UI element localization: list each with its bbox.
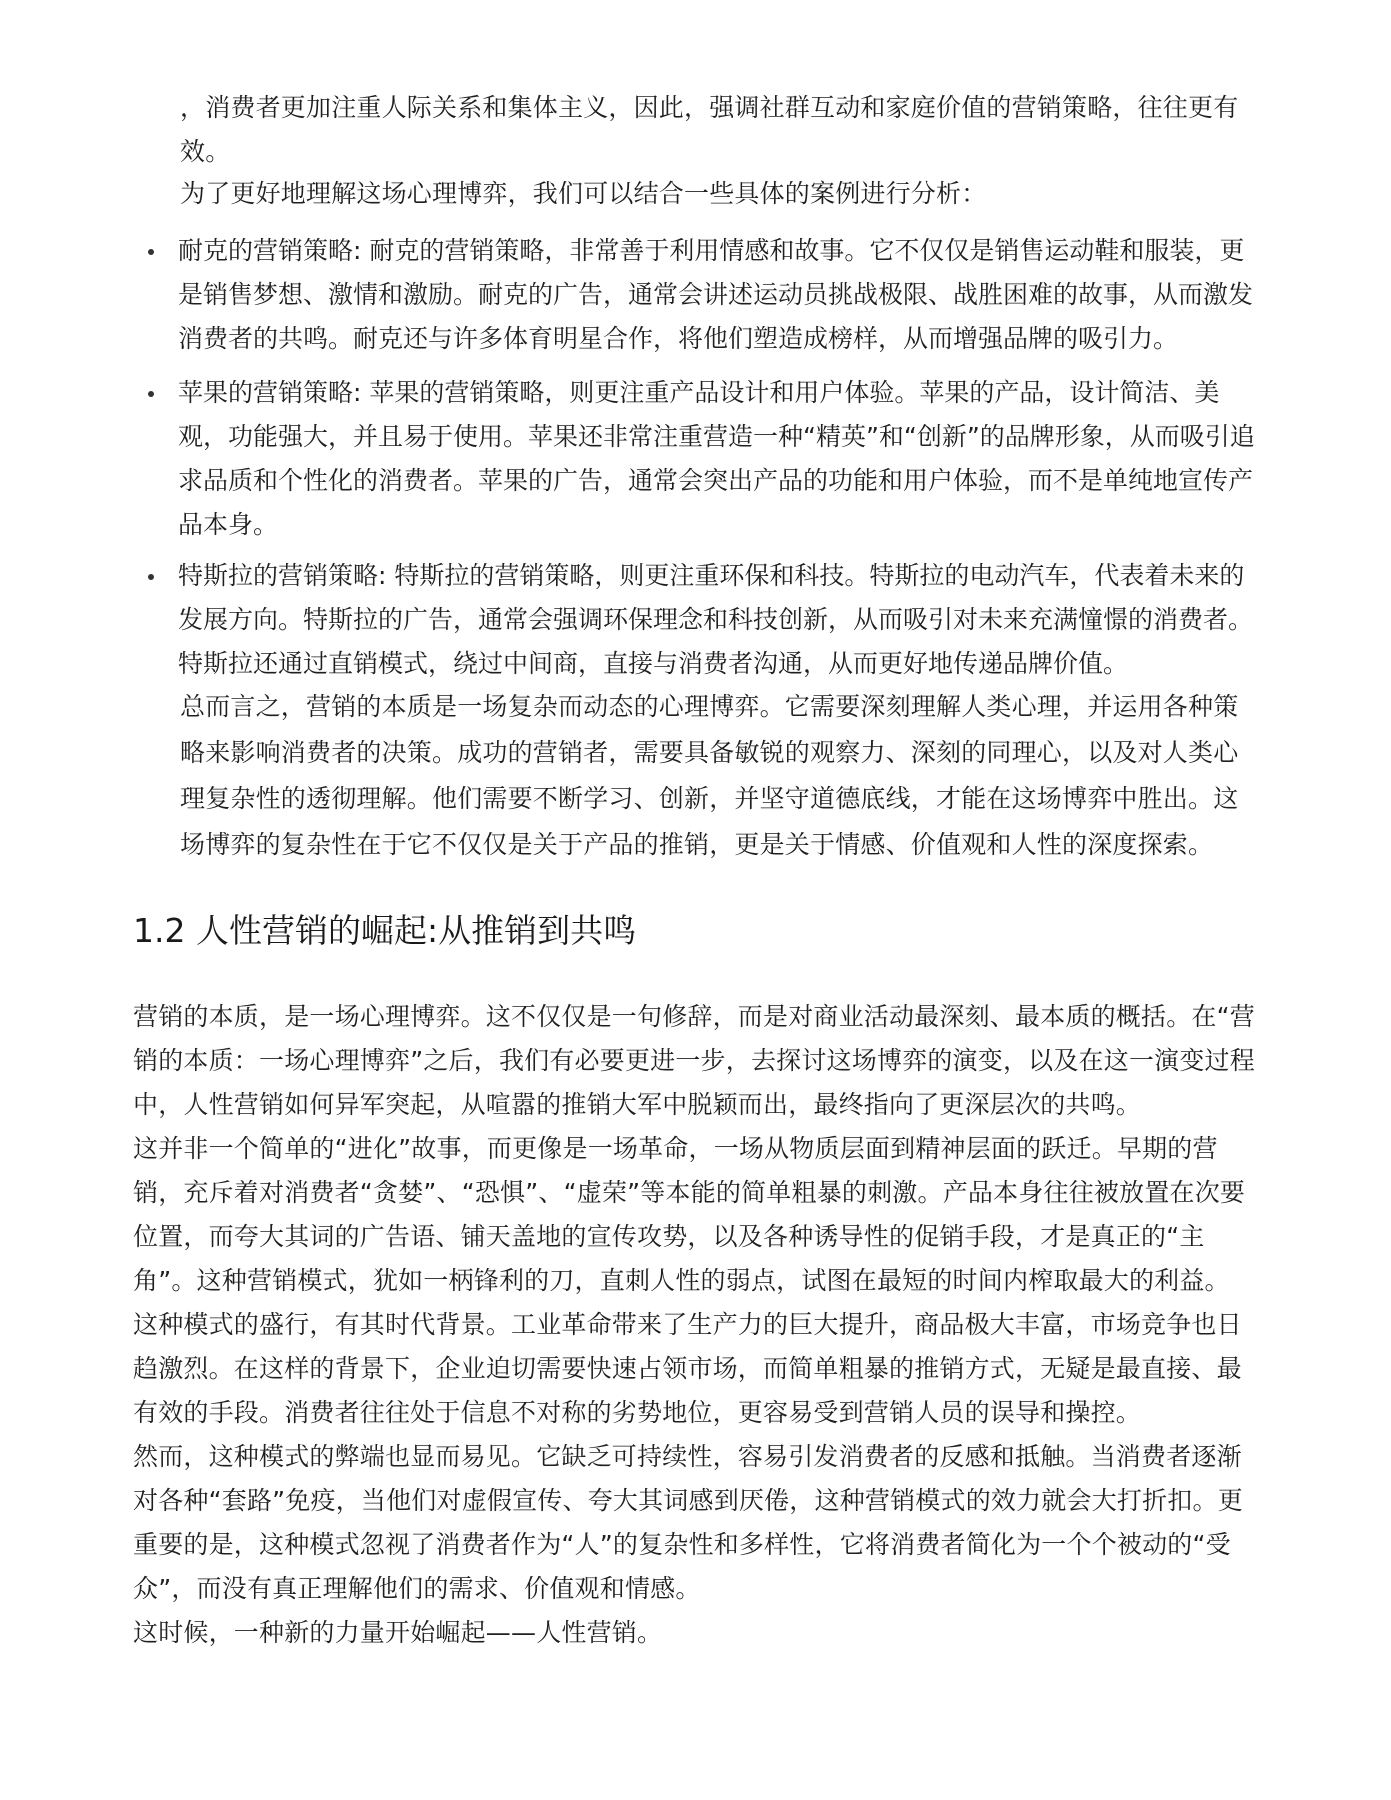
lead-paragraph: ，消费者更加注重人际关系和集体主义，因此，强调社群互动和家庭价值的营销策略，往往更有效。 xyxy=(180,93,1239,166)
section-heading: 1.2 人性营销的崛起:从推销到共鸣 xyxy=(133,911,637,950)
section-paragraph: 这时候，一种新的力量开始崛起——人性营销。 xyxy=(133,1618,663,1647)
bullet-icon xyxy=(148,574,154,580)
case-nike-text: 耐克的营销策略: 耐克的营销策略，非常善于利用情感和故事。它不仅仅是销售运动鞋和服装，更是销售梦想、激情和激励。耐克的广告，通常会讲述运动员挑战极限、战胜困难的故事，从而激发消费者的共鸣。耐克还与许多体育明星合作，将他们塑造成榜样，从而增强品牌的吸引力。 xyxy=(178,236,1254,353)
case-list-item xyxy=(148,554,1260,686)
case-list-item xyxy=(148,371,1260,547)
bullet-icon xyxy=(148,249,154,255)
case-apple-text: 苹果的营销策略: 苹果的营销策略，则更注重产品设计和用户体验。苹果的产品，设计简洁、美观，功能强大，并且易于使用。苹果还非常注重营造一种“精英”和“创新”的品牌形象，从而吸引追求品质和个性化的消费者。苹果的广告，通常会突出产品的功能和用户体验，而不是单纯地宣传产品本身。 xyxy=(178,378,1255,539)
case-list-item xyxy=(148,229,1260,361)
section-paragraph: 这种模式的盛行，有其时代背景。工业革命带来了生产力的巨大提升，商品极大丰富，市场竞争也日趋激烈。在这样的背景下，企业迫切需要快速占领市场，而简单粗暴的推销方式，无疑是最直接、最有效的手段。消费者往往处于信息不对称的劣势地位，更容易受到营销人员的误导和操控。 xyxy=(133,1310,1242,1427)
section-paragraph: 这并非一个简单的“进化”故事，而更像是一场革命，一场从物质层面到精神层面的跃迁。早期的营销，充斥着对消费者“贪婪”、“恐惧”、“虚荣”等本能的简单粗暴的刺激。产品本身往往被放置在次要位置，而夸大其词的广告语、铺天盖地的宣传攻势，以及各种诱导性的促销手段，才是真正的“主角”。这种营销模式，犹如一柄锋利的刀，直刺人性的弱点，试图在最短的时间内榨取最大的利益。 xyxy=(133,1134,1246,1295)
intro-sentence: 为了更好地理解这场心理博弈，我们可以结合一些具体的案例进行分析： xyxy=(180,179,987,208)
case-tesla-text: 特斯拉的营销策略: 特斯拉的营销策略，则更注重环保和科技。特斯拉的电动汽车，代表着未来的发展方向。特斯拉的广告，通常会强调环保理念和科技创新，从而吸引对未来充满憧憬的消费者。特斯拉还通过直销模式，绕过中间商，直接与消费者沟通，从而更好地传递品牌价值。 xyxy=(178,561,1254,678)
summary-paragraph: 总而言之，营销的本质是一场复杂而动态的心理博弈。它需要深刻理解人类心理，并运用各种策略来影响消费者的决策。成功的营销者，需要具备敏锐的观察力、深刻的同理心，以及对人类心理复杂性的透彻理解。他们需要不断学习、创新，并坚守道德底线，才能在这场博弈中胜出。这场博弈的复杂性在于它不仅仅是关于产品的推销，更是关于情感、价值观和人性的深度探索。 xyxy=(180,692,1239,859)
section-paragraph: 营销的本质，是一场心理博弈。这不仅仅是一句修辞，而是对商业活动最深刻、最本质的概括。在“营销的本质：一场心理博弈”之后，我们有必要更进一步，去探讨这场博弈的演变，以及在这一演变过程中，人性营销如何异军突起，从喧嚣的推销大军中脱颖而出，最终指向了更深层次的共鸣。 xyxy=(133,1002,1255,1119)
section-paragraph: 然而，这种模式的弊端也显而易见。它缺乏可持续性，容易引发消费者的反感和抵触。当消费者逐渐对各种“套路”免疫，当他们对虚假宣传、夸大其词感到厌倦，这种营销模式的效力就会大打折扣。更重要的是，这种模式忽视了消费者作为“人”的复杂性和多样性，它将消费者简化为一个个被动的“受众”，而没有真正理解他们的需求、价值观和情感。 xyxy=(133,1442,1243,1603)
bullet-icon xyxy=(148,391,154,397)
